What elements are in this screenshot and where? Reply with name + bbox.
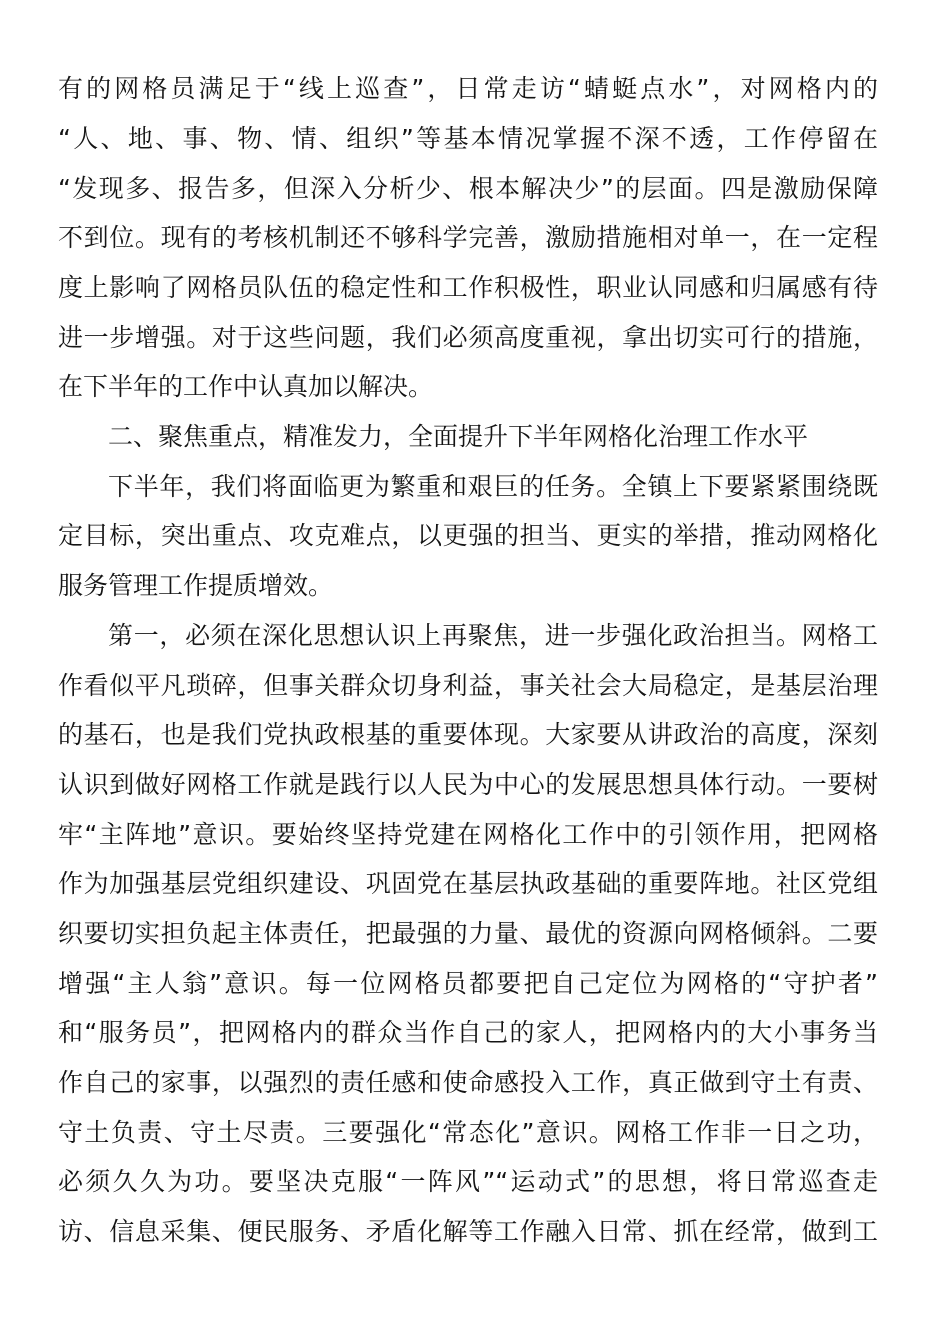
section-heading: 二、聚焦重点，精准发力，全面提升下半年网格化治理工作水平 <box>108 422 809 451</box>
text-line: “发现多、报告多，但深入分析少、根本解决少”的层面。四是激励保障 <box>58 174 878 203</box>
paragraph-first-line: 下半年，我们将面临更为繁重和艰巨的任务。全镇上下要紧紧围绕既 <box>108 472 878 501</box>
text-line: 织要切实担负起主体责任，把最强的力量、最优的资源向网格倾斜。二要 <box>58 919 878 948</box>
text-line: 不到位。现有的考核机制还不够科学完善，激励措施相对单一，在一定程 <box>58 223 878 252</box>
text-line: 有的网格员满足于“线上巡查”，日常走访“蜻蜓点水”，对网格内的 <box>58 74 878 103</box>
text-line: 定目标，突出重点、攻克难点，以更强的担当、更实的举措，推动网格化 <box>58 521 878 550</box>
paragraph-last-line: 服务管理工作提质增效。 <box>58 571 334 600</box>
text-line: 认识到做好网格工作就是践行以人民为中心的发展思想具体行动。一要树 <box>58 770 878 799</box>
text-line: 的基石，也是我们党执政根基的重要体现。大家要从讲政治的高度，深刻 <box>58 720 878 749</box>
text-line: 和“服务员”，把网格内的群众当作自己的家人，把网格内的大小事务当 <box>58 1018 878 1047</box>
text-line: 必须久久为功。要坚决克服“一阵风”“运动式”的思想，将日常巡查走 <box>58 1167 878 1196</box>
text-line: “人、地、事、物、情、组织”等基本情况掌握不深不透，工作停留在 <box>58 124 878 153</box>
text-line: 牢“主阵地”意识。要始终坚持党建在网格化工作中的引领作用，把网格 <box>58 820 878 849</box>
text-line: 进一步增强。对于这些问题，我们必须高度重视，拿出切实可行的措施， <box>58 323 878 352</box>
text-line: 度上影响了网格员队伍的稳定性和工作积极性，职业认同感和归属感有待 <box>58 273 878 302</box>
text-line: 作看似平凡琐碎，但事关群众切身利益，事关社会大局稳定，是基层治理 <box>58 671 878 700</box>
text-line: 增强“主人翁”意识。每一位网格员都要把自己定位为网格的“守护者” <box>58 969 878 998</box>
paragraph-last-line: 在下半年的工作中认真加以解决。 <box>58 372 434 401</box>
text-line: 守土负责、守土尽责。三要强化“常态化”意识。网格工作非一日之功， <box>58 1118 878 1147</box>
paragraph-first-line: 第一，必须在深化思想认识上再聚焦，进一步强化政治担当。网格工 <box>108 621 878 650</box>
text-line: 作为加强基层党组织建设、巩固党在基层执政基础的重要阵地。社区党组 <box>58 869 878 898</box>
text-line: 访、信息采集、便民服务、矛盾化解等工作融入日常、抓在经常，做到工 <box>58 1217 878 1246</box>
text-line: 作自己的家事，以强烈的责任感和使命感投入工作，真正做到守土有责、 <box>58 1068 878 1097</box>
